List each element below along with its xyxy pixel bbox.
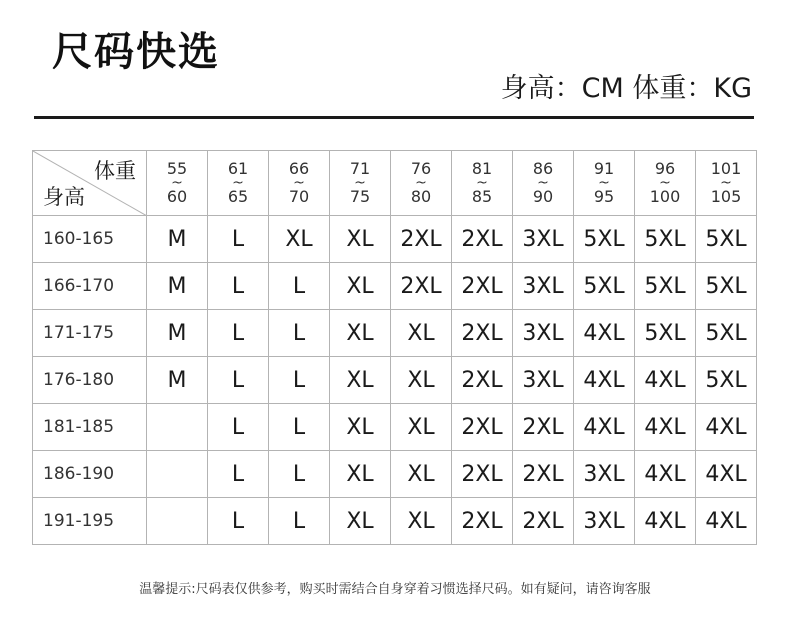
size-cell: XL: [330, 310, 391, 357]
weight-header-row: [33, 151, 757, 216]
weight-range-header: [696, 151, 757, 216]
size-cell: 5XL: [574, 263, 635, 310]
size-cell: L: [269, 357, 330, 404]
size-cell: [147, 498, 208, 545]
table-row: [33, 216, 757, 263]
table-row: [33, 357, 757, 404]
weight-range-high: 75: [349, 186, 371, 206]
size-cell: 4XL: [696, 498, 757, 545]
size-cell: 5XL: [696, 357, 757, 404]
size-cell: L: [208, 357, 269, 404]
weight-range-low: 101: [710, 159, 742, 179]
size-cell: 3XL: [513, 216, 574, 263]
weight-axis-label: 体重: [94, 159, 136, 183]
size-cell: XL: [330, 263, 391, 310]
size-cell: 5XL: [696, 216, 757, 263]
size-cell: XL: [391, 498, 452, 545]
height-range-cell: 181-185: [33, 404, 147, 451]
size-cell: XL: [391, 310, 452, 357]
weight-range-tilde: ~: [354, 174, 366, 191]
size-cell: 5XL: [696, 310, 757, 357]
weight-range-header: [452, 151, 513, 216]
weight-range-header: [635, 151, 696, 216]
weight-range-high: 95: [593, 186, 615, 206]
size-cell: XL: [330, 498, 391, 545]
size-cell: 4XL: [635, 357, 696, 404]
weight-range-tilde: ~: [598, 174, 610, 191]
weight-range-high: 70: [288, 186, 310, 206]
weight-range-low: 55: [166, 159, 188, 179]
size-cell: 2XL: [391, 216, 452, 263]
weight-range-high: 65: [227, 186, 249, 206]
weight-range-low: 91: [593, 159, 615, 179]
size-cell: 3XL: [513, 310, 574, 357]
weight-range-high: 85: [471, 186, 493, 206]
title-divider: [34, 116, 754, 119]
weight-range-high: 90: [532, 186, 554, 206]
weight-range-header: [147, 151, 208, 216]
weight-range-tilde: ~: [537, 174, 549, 191]
size-cell: 4XL: [696, 404, 757, 451]
weight-range-tilde: ~: [171, 174, 183, 191]
size-cell: 2XL: [513, 451, 574, 498]
table-row: [33, 498, 757, 545]
size-cell: 2XL: [391, 263, 452, 310]
size-cell: 2XL: [452, 310, 513, 357]
size-cell: 2XL: [513, 498, 574, 545]
size-cell: L: [269, 263, 330, 310]
size-cell: XL: [330, 357, 391, 404]
height-range-cell: 176-180: [33, 357, 147, 404]
size-cell: 4XL: [696, 451, 757, 498]
size-cell: XL: [330, 451, 391, 498]
table-row: [33, 451, 757, 498]
table-row: [33, 310, 757, 357]
size-cell: 2XL: [452, 498, 513, 545]
units-label: 身高：CM 体重：KG: [500, 73, 752, 104]
size-cell: XL: [269, 216, 330, 263]
size-cell: XL: [391, 404, 452, 451]
size-cell: L: [208, 263, 269, 310]
size-cell: L: [208, 404, 269, 451]
weight-range-low: 66: [288, 159, 310, 179]
size-cell: 2XL: [452, 404, 513, 451]
size-cell: 5XL: [635, 263, 696, 310]
height-range-cell: 160-165: [33, 216, 147, 263]
size-cell: 4XL: [574, 404, 635, 451]
size-cell: 2XL: [452, 451, 513, 498]
size-cell: L: [269, 451, 330, 498]
size-cell: M: [147, 310, 208, 357]
table-row: [33, 263, 757, 310]
size-cell: 5XL: [574, 216, 635, 263]
weight-range-tilde: ~: [293, 174, 305, 191]
height-axis-label: 身高: [43, 185, 85, 209]
size-chart-table: [32, 150, 757, 545]
size-cell: [147, 404, 208, 451]
weight-range-header: [574, 151, 635, 216]
size-cell: 4XL: [635, 498, 696, 545]
size-cell: 3XL: [513, 263, 574, 310]
weight-range-header: [391, 151, 452, 216]
size-cell: 4XL: [574, 357, 635, 404]
size-cell: 3XL: [574, 451, 635, 498]
size-cell: L: [208, 310, 269, 357]
weight-range-tilde: ~: [232, 174, 244, 191]
weight-range-high: 105: [710, 186, 742, 206]
weight-range-tilde: ~: [415, 174, 427, 191]
size-cell: L: [208, 216, 269, 263]
weight-range-high: 80: [410, 186, 432, 206]
size-cell: 2XL: [452, 263, 513, 310]
corner-header-cell: [33, 151, 147, 216]
weight-range-low: 61: [227, 159, 249, 179]
weight-range-header: [330, 151, 391, 216]
size-cell: 4XL: [574, 310, 635, 357]
size-cell: XL: [391, 357, 452, 404]
size-cell: 2XL: [452, 216, 513, 263]
height-range-cell: 171-175: [33, 310, 147, 357]
size-cell: 3XL: [513, 357, 574, 404]
weight-range-low: 71: [349, 159, 371, 179]
weight-range-header: [269, 151, 330, 216]
size-cell: L: [269, 498, 330, 545]
weight-range-tilde: ~: [476, 174, 488, 191]
page-title: 尺码快选: [52, 29, 220, 75]
size-cell: L: [269, 310, 330, 357]
weight-range-low: 76: [410, 159, 432, 179]
size-cell: M: [147, 263, 208, 310]
size-cell: XL: [330, 404, 391, 451]
size-cell: 5XL: [635, 216, 696, 263]
weight-range-tilde: ~: [720, 174, 732, 191]
size-cell: XL: [330, 216, 391, 263]
size-cell: 4XL: [635, 451, 696, 498]
size-cell: L: [269, 404, 330, 451]
height-range-cell: 191-195: [33, 498, 147, 545]
height-range-cell: 166-170: [33, 263, 147, 310]
weight-range-low: 86: [532, 159, 554, 179]
weight-range-low: 81: [471, 159, 493, 179]
size-cell: L: [208, 451, 269, 498]
table-row: [33, 404, 757, 451]
size-cell: 5XL: [696, 263, 757, 310]
size-cell: XL: [391, 451, 452, 498]
weight-range-header: [513, 151, 574, 216]
size-cell: M: [147, 357, 208, 404]
size-cell: 3XL: [574, 498, 635, 545]
size-tip-note: 温馨提示:尺码表仅供参考，购买时需结合自身穿着习惯选择尺码。如有疑问，请咨询客服: [139, 582, 651, 597]
weight-range-high: 60: [166, 186, 188, 206]
weight-range-tilde: ~: [659, 174, 671, 191]
size-cell: M: [147, 216, 208, 263]
size-cell: 4XL: [635, 404, 696, 451]
weight-range-low: 96: [654, 159, 676, 179]
size-cell: [147, 451, 208, 498]
weight-range-high: 100: [649, 186, 681, 206]
size-cell: 2XL: [513, 404, 574, 451]
height-range-cell: 186-190: [33, 451, 147, 498]
size-cell: L: [208, 498, 269, 545]
size-cell: 5XL: [635, 310, 696, 357]
size-cell: 2XL: [452, 357, 513, 404]
weight-range-header: [208, 151, 269, 216]
